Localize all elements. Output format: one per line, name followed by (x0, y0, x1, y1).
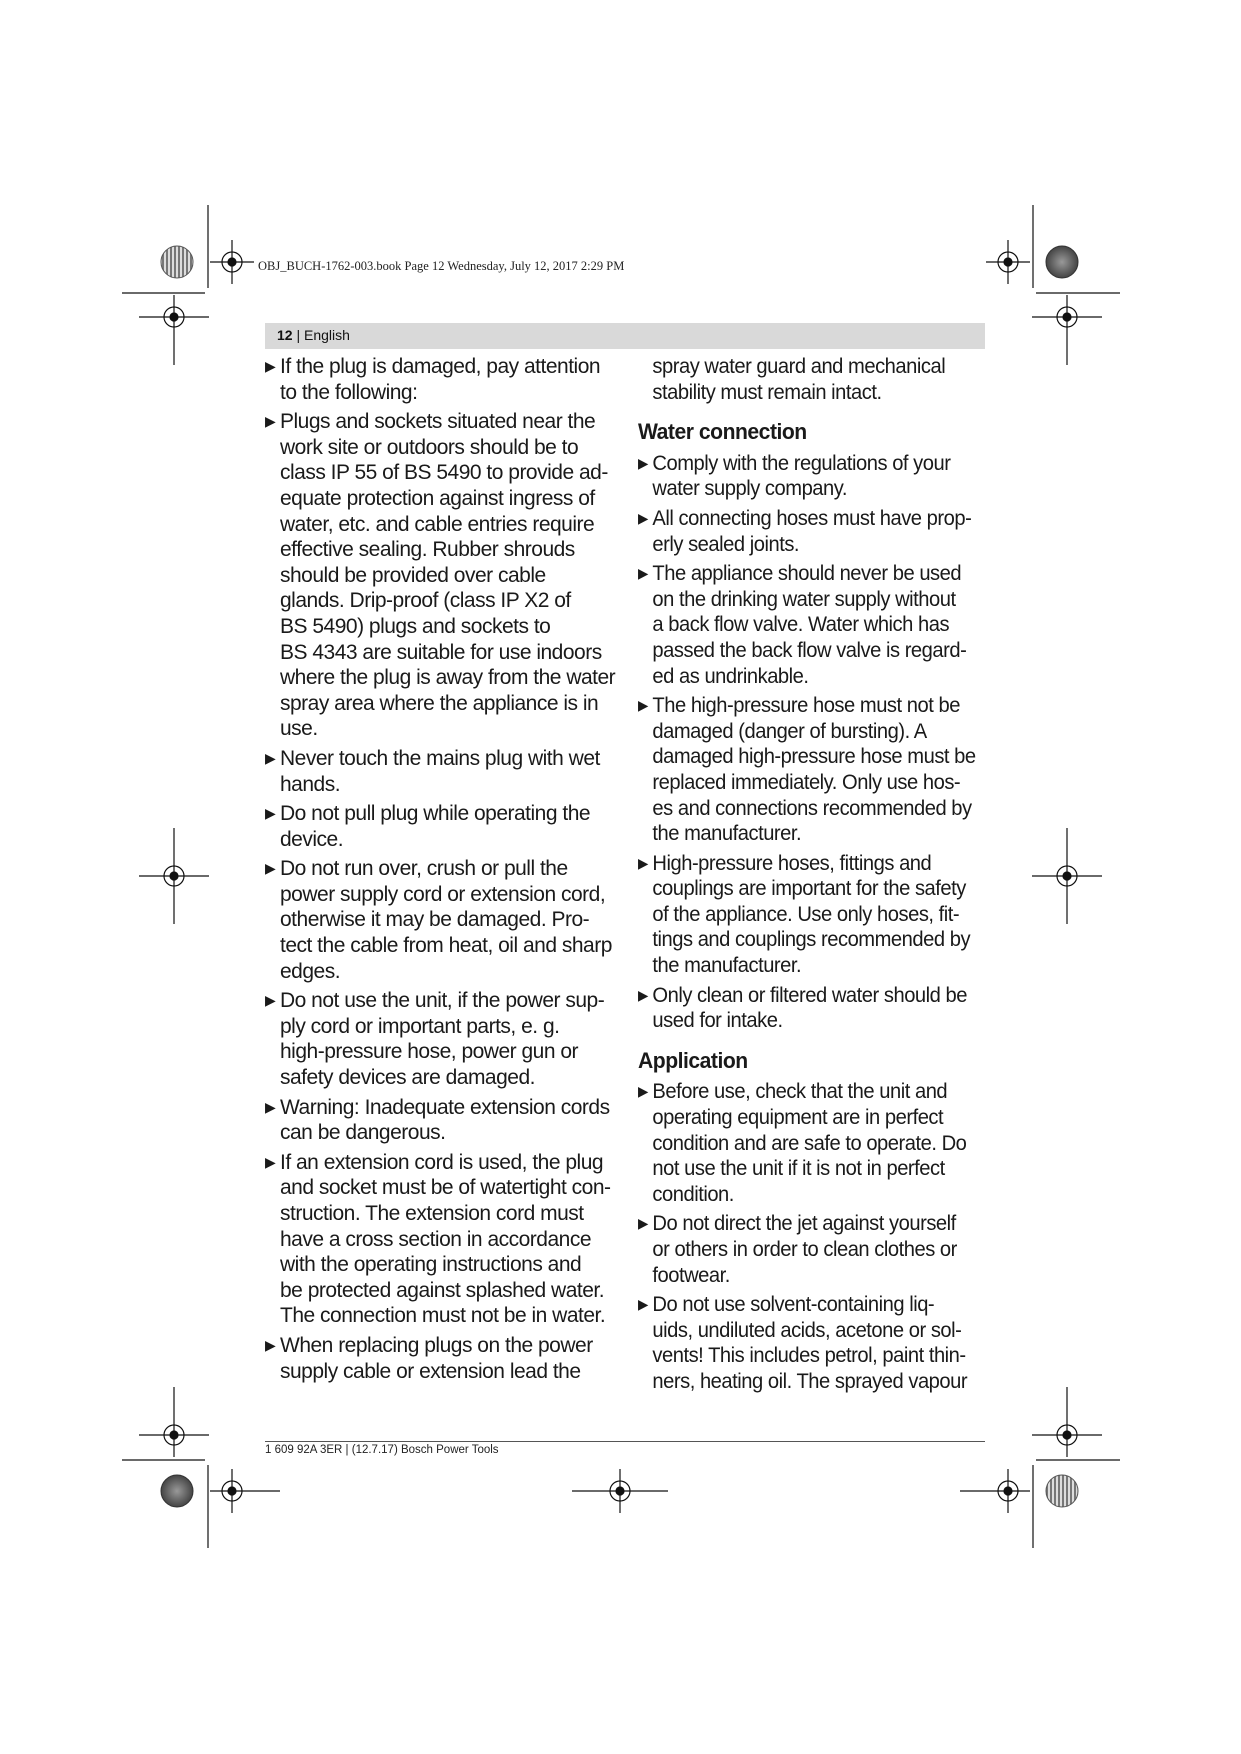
text-line: erly sealed joints. (652, 532, 800, 556)
text-line: use. (280, 717, 318, 741)
text-line: tect the cable from heat, oil and sharp (280, 934, 612, 958)
text-line: ply cord or important parts, e. g. (280, 1014, 560, 1038)
text-line: power supply cord or extension cord, (280, 882, 606, 906)
bullet-arrow-icon: ▶ (265, 749, 276, 766)
bullet-arrow-icon: ▶ (265, 805, 276, 822)
bullet-arrow-icon: ▶ (265, 1098, 276, 1115)
text-line: and socket must be of watertight con- (280, 1176, 611, 1200)
bullet-arrow-icon: ▶ (638, 565, 648, 582)
water-connection-heading: Water connection (638, 419, 807, 445)
text-line: device. (280, 827, 344, 851)
text-line: class IP 55 of BS 5490 to provide ad- (280, 461, 608, 485)
text-line: struction. The extension cord must (280, 1202, 584, 1225)
text-line: passed the back flow valve is regard- (652, 638, 967, 662)
page-header-text (277, 327, 350, 343)
bullet-arrow-icon: ▶ (638, 697, 648, 714)
text-line: The high-pressure hose must not be (652, 694, 960, 718)
left-column (265, 354, 625, 1388)
text-line: Do not run over, crush or pull the (280, 857, 568, 881)
text-line: work site or outdoors should be to (280, 435, 579, 459)
list-item (638, 693, 984, 847)
bullet-arrow-icon: ▶ (638, 454, 648, 471)
text-line: ed as undrinkable. (652, 664, 809, 688)
text-line: a back flow valve. Water which has (652, 613, 950, 637)
list-item (638, 1079, 984, 1207)
text-line: Do not direct the jet against yourself (652, 1212, 956, 1236)
bullet-arrow-icon: ▶ (265, 992, 276, 1009)
application-heading: Application (638, 1047, 748, 1073)
text-line: couplings are important for the safety (652, 877, 966, 901)
text-line: replaced immediately. Only use hos- (652, 770, 961, 794)
bullet-arrow-icon: ▶ (638, 1296, 648, 1313)
page-number: 12 (277, 327, 293, 343)
list-item (638, 506, 984, 557)
list-item (265, 856, 625, 984)
text-line: Before use, check that the unit and (652, 1080, 948, 1104)
text-line: uids, undiluted acids, acetone or sol- (652, 1318, 962, 1342)
right-column (638, 354, 984, 1399)
text-line: Comply with the regulations of your (652, 451, 951, 475)
text-line: Plugs and sockets situated near the (280, 410, 596, 434)
text-line: where the plug is away from the water (280, 666, 616, 690)
text-line: If an extension cord is used, the plug (280, 1150, 604, 1174)
list-item (638, 1292, 984, 1394)
file-slug: OBJ_BUCH-1762-003.book Page 12 Wednesday, July 12, 2017 2:29 PM (258, 259, 625, 273)
text-line: operating equipment are in perfect (652, 1106, 944, 1130)
text-line: If the plug is damaged, pay attention (280, 355, 601, 378)
list-item (638, 451, 984, 502)
text-line: spray water guard and mechanical (652, 355, 946, 378)
text-line: tings and couplings recommended by (652, 928, 971, 952)
text-line: the manufacturer. (652, 822, 802, 846)
list-item (265, 1333, 625, 1384)
text-line: BS 4343 are suitable for use indoors (280, 640, 602, 664)
list-item (638, 1211, 984, 1288)
list-item (638, 561, 984, 689)
text-line: otherwise it may be damaged. Pro- (280, 908, 590, 932)
list-item (265, 409, 625, 742)
text-line: stability must remain intact. (652, 380, 882, 404)
text-line: edges. (280, 959, 341, 983)
bullet-arrow-icon: ▶ (265, 358, 276, 374)
list-item (265, 988, 625, 1090)
text-line: with the operating instructions and (280, 1253, 582, 1277)
text-line: The appliance should never be used (652, 562, 962, 586)
bullet-arrow-icon: ▶ (265, 1153, 276, 1170)
text-line: hands. (280, 772, 341, 796)
text-line: BS 5490) plugs and sockets to (280, 614, 551, 638)
text-line: Do not use solvent-containing liq- (652, 1293, 935, 1317)
text-line: water supply company. (652, 477, 848, 501)
water-connection-list (638, 451, 984, 1034)
header-language: English (304, 327, 350, 343)
list-item (265, 1150, 625, 1329)
text-line: High-pressure hoses, fittings and (652, 851, 932, 875)
text-line: to the following: (280, 380, 418, 404)
text-line: have a cross section in accordance (280, 1227, 592, 1251)
list-item (638, 983, 984, 1034)
header-separator: | (292, 327, 304, 343)
text-line: es and connections recommended by (652, 796, 972, 820)
text-line: safety devices are damaged. (280, 1066, 535, 1090)
bullet-arrow-icon: ▶ (265, 1336, 276, 1353)
text-line: supply cable or extension lead the (280, 1359, 581, 1383)
text-line: Warning: Inadequate extension cords (280, 1095, 610, 1119)
bullet-arrow-icon: ▶ (638, 509, 648, 526)
text-line: on the drinking water supply without (652, 587, 956, 611)
text-line: damaged (danger of bursting). A (652, 719, 927, 743)
application-list (638, 1079, 984, 1394)
bullet-arrow-icon: ▶ (638, 1083, 648, 1100)
text-line: glands. Drip-proof (class IP X2 of (280, 589, 571, 613)
text-line: Do not use the unit, if the power sup- (280, 989, 605, 1013)
bullet-arrow-icon: ▶ (265, 860, 276, 877)
text-line: the manufacturer. (652, 954, 802, 978)
text-line: can be dangerous. (280, 1121, 446, 1145)
text-line: condition and are safe to operate. Do (652, 1131, 967, 1155)
text-line: vents! This includes petrol, paint thin- (652, 1344, 966, 1368)
text-line: high-pressure hose, power gun or (280, 1040, 579, 1064)
list-item (265, 801, 625, 852)
text-line: be protected against splashed water. (280, 1278, 605, 1302)
text-line: Never touch the mains plug with wet (280, 746, 600, 770)
text-line: water, etc. and cable entries require (280, 512, 595, 536)
text-line: The connection must not be in water. (280, 1304, 606, 1328)
text-line: damaged high-pressure hose must be (652, 745, 976, 769)
text-line: not use the unit if it is not in perfect (652, 1157, 945, 1181)
text-line: spray area where the appliance is in (280, 691, 599, 715)
footer-text: 1 609 92A 3ER | (12.7.17) Bosch Power Tools (265, 1444, 499, 1456)
text-line: All connecting hoses must have prop- (652, 506, 972, 530)
text-line: condition. (652, 1182, 734, 1206)
text-line: used for intake. (652, 1009, 783, 1033)
list-item (265, 1095, 625, 1146)
text-line: or others in order to clean clothes or (652, 1238, 957, 1261)
text-line: When replacing plugs on the power (280, 1333, 593, 1357)
continuation-text (638, 354, 984, 405)
text-line: Do not pull plug while operating the (280, 802, 591, 826)
text-line: equate protection against ingress of (280, 486, 595, 510)
list-item (265, 746, 625, 797)
bullet-arrow-icon: ▶ (638, 1215, 648, 1232)
page-header (265, 323, 985, 349)
text-line: should be provided over cable (280, 563, 546, 587)
bullet-arrow-icon: ▶ (638, 986, 648, 1003)
text-line: Only clean or filtered water should be (652, 983, 967, 1007)
list-item (265, 354, 625, 405)
text-line: ners, heating oil. The sprayed vapour (652, 1369, 968, 1393)
list-item (638, 851, 984, 979)
bullet-arrow-icon: ▶ (265, 413, 276, 430)
text-line: footwear. (652, 1263, 730, 1287)
bullet-arrow-icon: ▶ (638, 854, 648, 871)
text-line: effective sealing. Rubber shrouds (280, 538, 575, 562)
text-line: of the appliance. Use only hoses, fit- (652, 902, 960, 926)
footer-rule (265, 1441, 985, 1442)
